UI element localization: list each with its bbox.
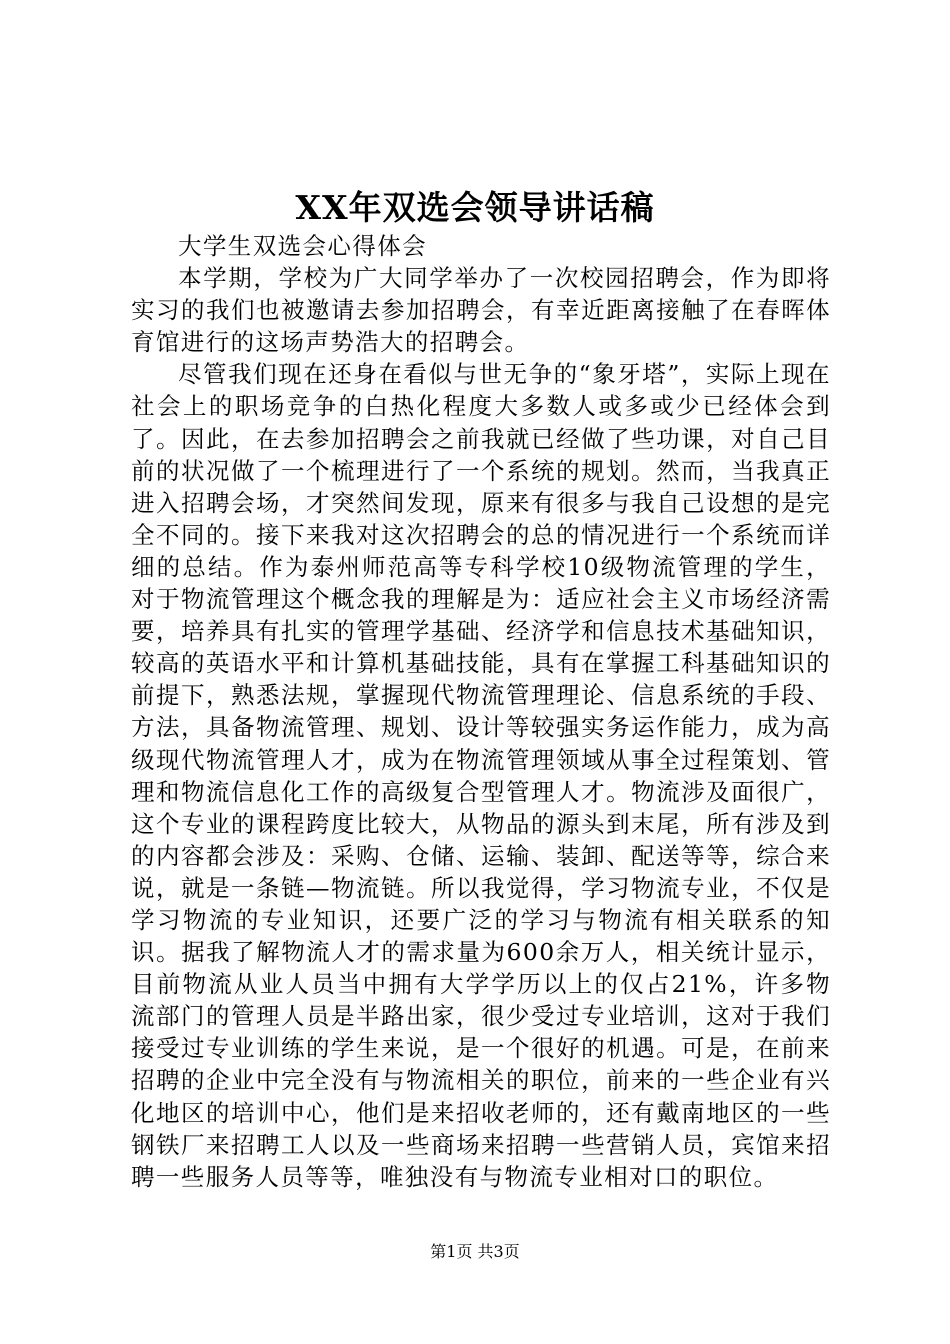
document-title: XX年双选会领导讲话稿 xyxy=(295,188,655,227)
page-footer: 第1页 共3页 xyxy=(430,1242,520,1261)
section-heading: 大学生双选会心得体会 xyxy=(178,232,427,260)
document-body xyxy=(131,230,831,1193)
paragraph-main: 尽管我们现在还身在看似与世无争的“象牙塔”，实际上现在社会上的职场竞争的白热化程度大多数人或多或少已经体会到了。因此，在去参加招聘会之前我就已经做了些功课，对自己目前的状况做了一个梳理进行了一个系统的规划。然而，当我真正进入招聘会场，才突然间发现，原来有很多与我自己设想的是完全不同的。接下来我对这次招聘会的总的情况进行一个系统而详细的总结。作为泰州师范高等专科学校10级物流管理的学生，对于物流管理这个概念我的理解是为：适应社会主义市场经济需要，培养具有扎实的管理学基础、经济学和信息技术基础知识，较高的英语水平和计算机基础技能，具有在掌握工科基础知识的前提下，熟悉法规，掌握现代物流管理理论、信息系统的手段、方法，具备物流管理、规划、设计等较强实务运作能力，成为高级现代物流管理人才，成为在物流管理领域从事全过程策划、管理和物流信息化工作的高级复合型管理人才。物流涉及面很广，这个专业的课程跨度比较大，从物品的源头到末尾，所有涉及到的内容都会涉及：采购、仓储、运输、装卸、配送等等，综合来说，就是一条链—物流链。所以我觉得，学习物流专业，不仅是学习物流的专业知识，还要广泛的学习与物流有相关联系的知识。据我了解物流人才的需求量为600余万人，相关统计显示，目前物流从业人员当中拥有大学学历以上的仅占21%，许多物流部门的管理人员是半路出家，很少受过专业培训，这对于我们接受过专业训练的学生来说，是一个很好的机遇。可是，在前来招聘的企业中完全没有与物流相关的职位，前来的一些企业有兴化地区的培训中心，他们是来招收老师的，还有戴南地区的一些钢铁厂来招聘工人以及一些商场来招聘一些营销人员，宾馆来招聘一些服务人员等等，唯独没有与物流专业相对口的职位。 xyxy=(131,360,831,1191)
paragraph-intro: 本学期，学校为广大同学举办了一次校园招聘会，作为即将实习的我们也被邀请去参加招聘会，有幸近距离接触了在春晖体育馆进行的这场声势浩大的招聘会。 xyxy=(131,264,831,357)
